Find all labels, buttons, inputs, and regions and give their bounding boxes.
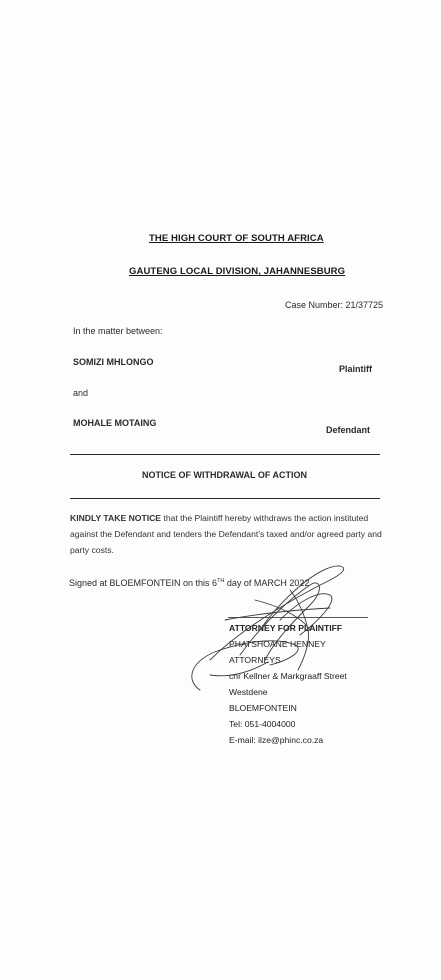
matter-intro: In the matter between: [73, 326, 163, 336]
signed-sup: TH [217, 578, 225, 584]
signed-suffix: day of MARCH 2022 [224, 578, 310, 588]
and-text: and [73, 388, 89, 398]
plaintiff-role: Plaintiff [339, 364, 372, 374]
attorney-line8: E-mail: ilze@phinc.co.za [229, 735, 324, 745]
notice-lead: KINDLY TAKE NOTICE [70, 513, 162, 523]
plaintiff-name: SOMIZI MHLONGO [73, 357, 154, 367]
attorney-line6: BLOEMFONTEIN [229, 703, 297, 713]
notice-paragraph [70, 510, 390, 558]
divider-bottom [70, 498, 380, 499]
case-number: Case Number: 21/37725 [285, 300, 384, 310]
signed-prefix: Signed at BLOEMFONTEIN on this 6 [69, 578, 218, 588]
attorney-line7: Tel: 051-4004000 [229, 719, 296, 729]
attorney-line5: Westdene [229, 687, 268, 697]
defendant-role: Defendant [326, 425, 371, 435]
attorney-line3: ATTORNEYS [229, 655, 281, 665]
court-division: GAUTENG LOCAL DIVISION, JAHANNESBURG [129, 266, 346, 277]
defendant-name: MOHALE MOTAING [73, 418, 157, 428]
court-title: THE HIGH COURT OF SOUTH AFRICA [149, 233, 324, 244]
notice-text: that the Plaintiff hereby withdraws the action instituted against the Defendant and tenders the Defendant’s taxed and/or agreed party and party costs. [70, 513, 382, 555]
attorney-line1: ATTORNEY FOR PLAINTIFF [229, 623, 343, 633]
attorney-line4: cnr Kellner & Markgraaff Street [229, 671, 347, 681]
attorney-line2: PHATSHOANE HENNEY [229, 639, 326, 649]
divider-top [70, 454, 380, 455]
handwritten-signature [180, 560, 360, 700]
notice-heading: NOTICE OF WITHDRAWAL OF ACTION [142, 470, 307, 480]
